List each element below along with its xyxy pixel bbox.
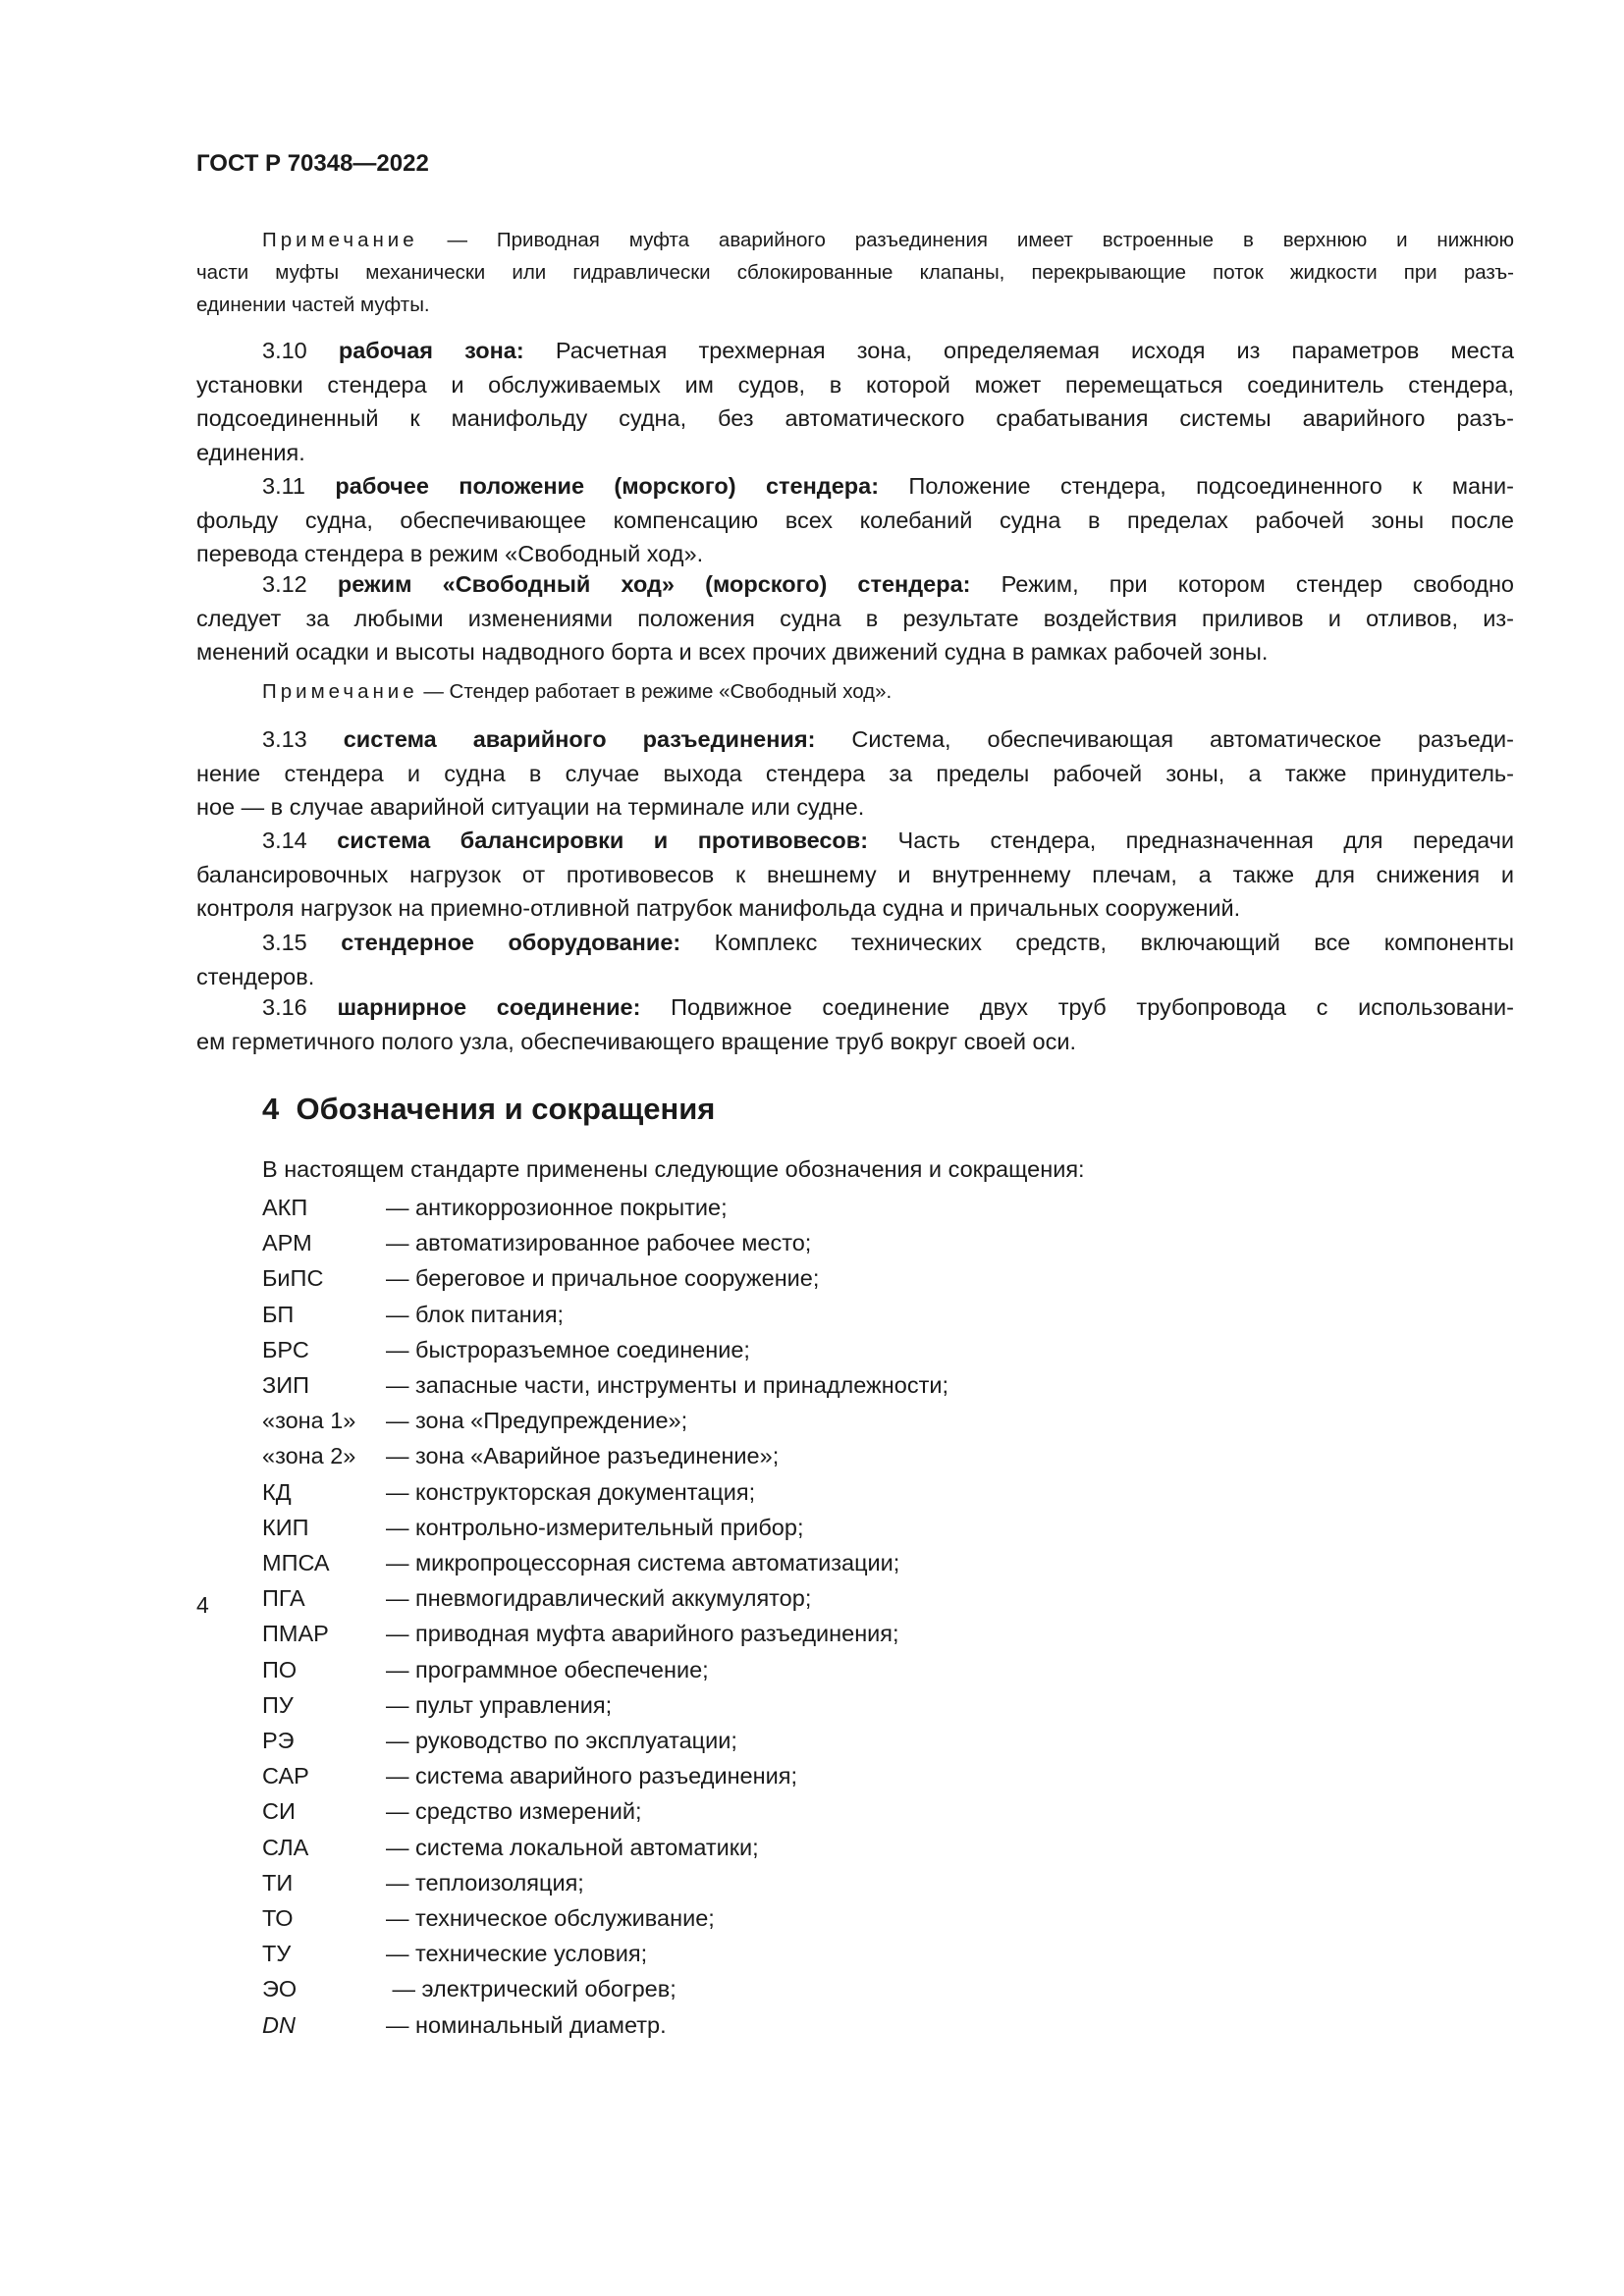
abbreviation: АКП bbox=[262, 1195, 308, 1220]
abbreviation: КД bbox=[262, 1478, 292, 1505]
list-item bbox=[262, 1545, 948, 1580]
abbreviation: СЛА bbox=[262, 1834, 309, 1860]
definition-3-11: 3.11 рабочее положение (морского) стендера: Положение стендера, подсоединенного к мани- фольду судна, обеспечивающее компенсацию всех колебаний судна в пределах рабочей зоны после перевода стендера в режим «Свободный ход». bbox=[196, 473, 1515, 566]
definition-number: 3.11 bbox=[262, 473, 305, 499]
abbreviation: ТО bbox=[262, 1905, 294, 1932]
abbreviation: СИ bbox=[262, 1798, 296, 1825]
list-item bbox=[262, 1900, 948, 1936]
list-item bbox=[262, 1616, 948, 1651]
definition-3-12: 3.12 режим «Свободный ход» (морского) стендера: Режим, при котором стендер свободно следует за любыми изменениями положения судна в результате воздействия приливов и отливов, из- менений осадки и высоты надводного борта и всех прочих движений судна в рамках рабочей зоны. bbox=[196, 571, 1515, 665]
abbreviation-meaning: — микропроцессорная система автоматизации; bbox=[386, 1550, 900, 1576]
abbreviation-meaning: — электрический обогрев; bbox=[386, 1976, 677, 2002]
definition-term: шарнирное соединение: bbox=[337, 994, 641, 1020]
abbreviation-meaning: — блок питания; bbox=[386, 1301, 565, 1327]
list-item bbox=[262, 1474, 948, 1510]
abbreviation: DN bbox=[262, 2011, 296, 2038]
abbreviation-meaning: — приводная муфта аварийного разъединения; bbox=[386, 1621, 899, 1647]
abbreviation-meaning: — быстроразъемное соединение; bbox=[386, 1336, 750, 1362]
note-label: Примечание bbox=[262, 680, 418, 703]
abbreviation: БП bbox=[262, 1301, 295, 1327]
note-label: Примечание bbox=[262, 229, 418, 251]
abbreviation-meaning: — система локальной автоматики; bbox=[386, 1834, 759, 1860]
abbreviation-meaning: — автоматизированное рабочее место; bbox=[386, 1230, 812, 1256]
definition-term: система аварийного разъединения: bbox=[343, 726, 816, 752]
definition-term: система балансировки и противовесов: bbox=[337, 828, 869, 853]
abbreviation: ТИ bbox=[262, 1869, 294, 1896]
definition-number: 3.14 bbox=[262, 828, 307, 853]
abbreviation: ПУ bbox=[262, 1691, 294, 1718]
abbreviation-meaning: — технические условия; bbox=[386, 1941, 648, 1967]
list-item bbox=[262, 1971, 948, 2006]
definition-3-14: 3.14 система балансировки и противовесов: Часть стендера, предназначенная для передачи балансировочных нагрузок от противовесов к внешнему и внутреннему плечам, а также для снижения и контроля нагрузок на приемно-отливной патрубок манифольда судна и причальных сооружений. bbox=[196, 828, 1515, 921]
list-item bbox=[262, 1936, 948, 1971]
abbreviation: АРМ bbox=[262, 1230, 312, 1256]
abbreviation: «зона 2» bbox=[262, 1443, 356, 1469]
abbreviation: БРС bbox=[262, 1336, 309, 1362]
abbreviation: САР bbox=[262, 1763, 309, 1789]
list-item bbox=[262, 1865, 948, 1900]
list-item bbox=[262, 1723, 948, 1758]
abbreviation-meaning: — система аварийного разъединения; bbox=[386, 1763, 797, 1789]
abbreviation: ЭО bbox=[262, 1976, 298, 2002]
abbreviation: «зона 1» bbox=[262, 1408, 356, 1434]
definition-3-16: 3.16 шарнирное соединение: Подвижное соединение двух труб трубопровода с использовани- ем герметичного полого узла, обеспечивающего вращение труб вокруг своей оси. bbox=[196, 994, 1515, 1054]
definition-number: 3.16 bbox=[262, 994, 307, 1020]
list-item bbox=[262, 1367, 948, 1403]
list-item bbox=[262, 1260, 948, 1296]
list-item bbox=[262, 1332, 948, 1367]
definition-term: стендерное оборудование: bbox=[341, 930, 681, 955]
definition-number: 3.12 bbox=[262, 571, 307, 597]
note-2: Примечание — Стендер работает в режиме «Свободный ход». bbox=[262, 680, 893, 703]
abbreviation-meaning: — теплоизоляция; bbox=[386, 1869, 584, 1896]
list-item bbox=[262, 1190, 948, 1225]
abbreviation: ПО bbox=[262, 1656, 298, 1682]
list-item bbox=[262, 1687, 948, 1723]
abbreviation-meaning: — запасные части, инструменты и принадлежности; bbox=[386, 1372, 948, 1399]
definition-term: режим «Свободный ход» (морского) стендера: bbox=[337, 571, 971, 597]
abbreviation-meaning: — программное обеспечение; bbox=[386, 1656, 709, 1682]
list-item bbox=[262, 1652, 948, 1687]
definition-term: рабочая зона: bbox=[338, 338, 524, 363]
abbreviation-meaning: — конструкторская документация; bbox=[386, 1478, 756, 1505]
abbreviation: ЗИП bbox=[262, 1372, 309, 1399]
abbreviation-meaning: — зона «Предупреждение»; bbox=[386, 1408, 688, 1434]
list-item bbox=[262, 1438, 948, 1473]
abbreviation-meaning: — контрольно-измерительный прибор; bbox=[386, 1514, 804, 1540]
definition-number: 3.10 bbox=[262, 338, 307, 363]
list-item bbox=[262, 1830, 948, 1865]
page-number: 4 bbox=[196, 1592, 209, 1618]
definition-3-13: 3.13 система аварийного разъединения: Система, обеспечивающая автоматическое разъеди- нение стендера и судна в случае выхода стендера за пределы рабочей зоны, а также принудитель- ное — в случае аварийной ситуации на терминале или судне. bbox=[196, 726, 1514, 820]
abbreviation: МПСА bbox=[262, 1550, 330, 1576]
abbreviation: ПМАР bbox=[262, 1621, 329, 1647]
list-item bbox=[262, 1225, 948, 1260]
abbreviation-meaning: — антикоррозионное покрытие; bbox=[386, 1195, 728, 1220]
section-intro: В настоящем стандарте применены следующие обозначения и сокращения: bbox=[262, 1156, 1085, 1182]
abbreviation-meaning: — средство измерений; bbox=[386, 1798, 642, 1825]
definition-number: 3.15 bbox=[262, 930, 307, 955]
abbreviation-meaning: — руководство по эксплуатации; bbox=[386, 1728, 737, 1754]
abbreviation-meaning: — номинальный диаметр. bbox=[386, 2011, 667, 2038]
definition-3-15: 3.15 стендерное оборудование: Комплекс технических средств, включающий все компоненты стендеров. bbox=[196, 930, 1515, 989]
definition-3-10: 3.10 рабочая зона: Расчетная трехмерная зона, определяемая исходя из параметров места установки стендера и обслуживаемых им судов, в которой может перемещаться соединитель стендера, подсоединенный к манифольду судна, без автоматического срабатывания системы аварийного разъ- единения. bbox=[196, 338, 1514, 465]
abbreviation-meaning: — пульт управления; bbox=[386, 1691, 613, 1718]
list-item bbox=[262, 1510, 948, 1545]
list-item bbox=[262, 1403, 948, 1438]
abbreviation-meaning: — техническое обслуживание; bbox=[386, 1905, 715, 1932]
abbreviation-meaning: — береговое и причальное сооружение; bbox=[386, 1265, 820, 1292]
abbreviation-meaning: — пневмогидравлический аккумулятор; bbox=[386, 1585, 812, 1612]
list-item bbox=[262, 2007, 948, 2043]
abbreviation-meaning: — зона «Аварийное разъединение»; bbox=[386, 1443, 780, 1469]
list-item bbox=[262, 1793, 948, 1829]
list-item bbox=[262, 1758, 948, 1793]
section-heading: 4 Обозначения и сокращения bbox=[262, 1092, 716, 1126]
list-item bbox=[262, 1297, 948, 1332]
list-item bbox=[262, 1580, 948, 1616]
abbreviation: ТУ bbox=[262, 1941, 292, 1967]
abbreviation: КИП bbox=[262, 1514, 309, 1540]
abbreviation-list bbox=[262, 1190, 948, 2043]
definition-term: рабочее положение (морского) стендера: bbox=[335, 473, 880, 499]
document-id: ГОСТ Р 70348—2022 bbox=[196, 150, 429, 177]
definition-number: 3.13 bbox=[262, 726, 307, 752]
abbreviation: БиПС bbox=[262, 1265, 324, 1292]
abbreviation: РЭ bbox=[262, 1728, 295, 1754]
abbreviation: ПГА bbox=[262, 1585, 305, 1612]
note-1: Примечание — Приводная муфта аварийного разъединения имеет встроенные в верхнюю и нижнюю части муфты механически или гидравлически сблокированные клапаны, перекрывающие поток жидкости при разъ- единении частей муфты. bbox=[196, 229, 1514, 316]
